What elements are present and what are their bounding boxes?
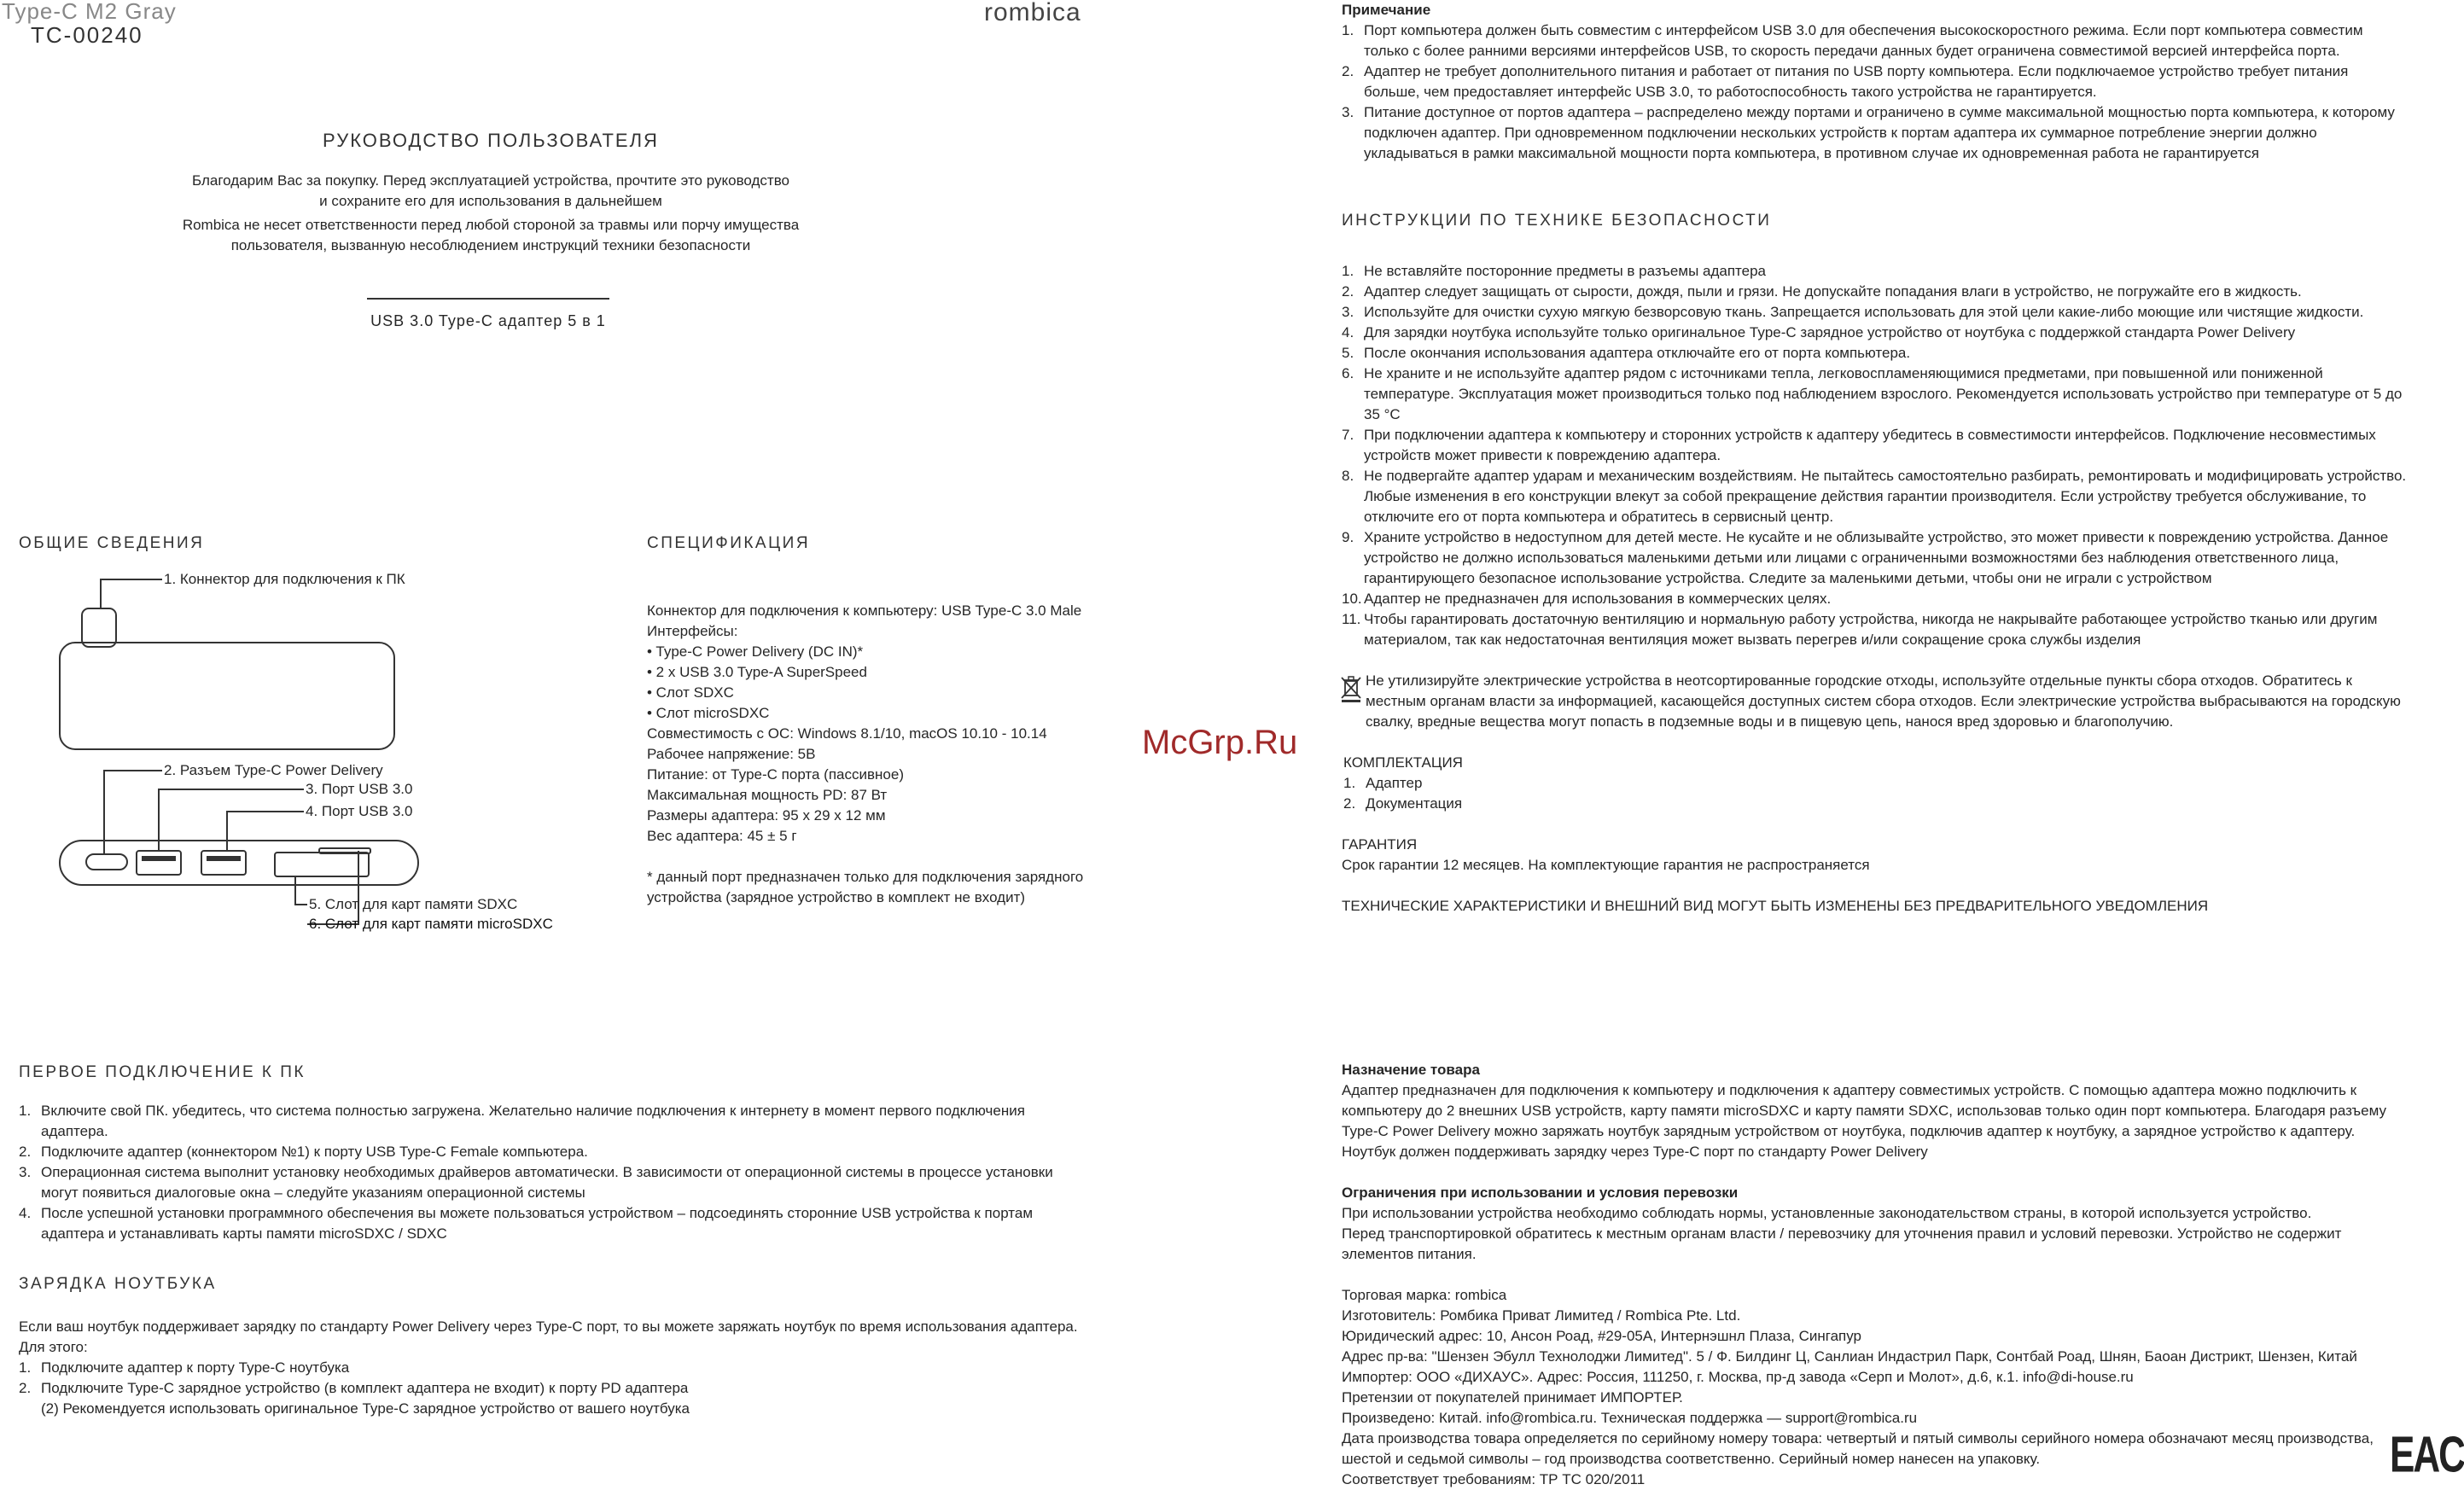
legal-line: Претензии от покупателей принимает ИМПОРТЕР.	[1342, 1389, 1683, 1406]
note-list	[1342, 20, 2400, 164]
label-type-c-pd: 2. Разъем Type-C Power Delivery	[164, 762, 383, 778]
list-item: 7. При подключении адаптера к компьютеру и сторонних устройств к адаптеру убедитесь в совместимости интерфейсов. Подключение несовместимых устройств может привести к повреждению адаптера.	[1342, 427, 2376, 463]
watermark: McGrp.Ru	[1142, 724, 1298, 761]
legal-line: Изготовитель: Ромбика Приват Лимитед / Rombica Pte. Ltd.	[1342, 1307, 1741, 1324]
disposal-text: Не утилизируйте электрические устройства в неотсортированные городские отходы, используйте отдельные пункты сбора отходов. Обратитесь к местным органам власти за информацией, касающейся доступных систем сбора отходов. Если электрические устройства выбрасываются на городскую свалку, вредные вещества могут попасть в подземные воды и в пищевую цепь, нанося вред здоровью и благополучию.	[1366, 672, 2401, 730]
spec-line: • Слот SDXC	[647, 684, 734, 701]
spec-list	[647, 601, 1081, 847]
legal-line: Юридический адрес: 10, Ансон Роад, #29-05А, Интернэшнл Плаза, Сингапур	[1342, 1328, 1862, 1344]
list-item: 1. Подключите адаптер к порту Type-C ноутбука	[19, 1359, 350, 1376]
spec-footnote-2: устройства (зарядное устройство в комплект не входит)	[647, 889, 1026, 905]
spec-line: Коннектор для подключения к компьютеру: USB Type-C 3.0 Male	[647, 602, 1082, 619]
manual-title: РУКОВОДСТВО ПОЛЬЗОВАТЕЛЯ	[323, 130, 659, 151]
restrictions-line: При использовании устройства необходимо соблюдать нормы, установленные законодательством страны, в которой используется устройство.	[1342, 1205, 2312, 1221]
model-code: TC-00240	[31, 22, 143, 48]
list-item: 2. Подключите адаптер (коннектором №1) к порту USB Type-C Female компьютера.	[19, 1144, 588, 1160]
model-name: Type-C M2 Gray	[2, 0, 177, 24]
kit-list	[1343, 773, 1685, 814]
purpose-line: компьютеру до 2 внешних USB устройств, карту памяти microSDXC и карту памяти SDXC, использовав только один порт компьютера. Благодаря разъему	[1342, 1103, 2387, 1119]
spec-heading: СПЕЦИФИКАЦИЯ	[647, 534, 811, 552]
charging-for-this: Для этого:	[19, 1339, 88, 1355]
legal-line: Произведено: Китай. info@rombica.ru. Техническая поддержка — support@rombica.ru	[1342, 1410, 1918, 1426]
disclaimer-line-2: пользователя, вызванную несоблюдением инструкций техники безопасности	[230, 237, 751, 253]
intro-line-1: Благодарим Вас за покупку. Перед эксплуатацией устройства, прочтите это руководство	[192, 172, 789, 189]
restrictions-line: Перед транспортировкой обратитесь к местным органам власти / перевозчику для уточнения правил и условий перевозки. Устройство не содержит	[1342, 1225, 2342, 1242]
legal-line: Импортер: ООО «ДИХАУС». Адрес: Россия, 111250, г. Москва, пр-д завода «Серп и Молот», д.6, к.1. info@di-house.ru	[1342, 1369, 2134, 1385]
product-name: USB 3.0 Type-C адаптер 5 в 1	[370, 312, 606, 329]
purpose-heading: Назначение товара	[1342, 1062, 1480, 1078]
charging-intro: Если ваш ноутбук поддерживает зарядку по стандарту Power Delivery через Type-C порт, то вы можете заряжать ноутбук по время использования адаптера.	[19, 1318, 1078, 1335]
list-item: 10. Адаптер не предназначен для использования в коммерческих целях.	[1342, 591, 1832, 607]
spec-footnote-1: * данный порт предназначен только для подключения зарядного	[647, 869, 1084, 885]
intro-line-2: и сохраните его для использования в дальнейшем	[319, 193, 662, 209]
kit-heading: КОМПЛЕКТАЦИЯ	[1343, 754, 1463, 771]
legal-line: Соответствует требованиям: ТР ТС 020/2011	[1342, 1471, 1646, 1487]
adapter-diagram	[0, 559, 649, 943]
list-item: 4. После успешной установки программного обеспечения вы можете пользоваться устройством – подсоединять сторонние USB устройства к портам адаптера и устанавливать карты памяти microSDXC / SDXC	[19, 1205, 1034, 1242]
list-item: 6. Не храните и не используйте адаптер рядом с источниками тепла, легковоспламеняющимися предметами, при повышенной или пониженной температуре. Эксплуатация может производиться только под наблюдением взрослого. Рекомендуется использовать устройство при температуре от 5 до 35 °С	[1342, 365, 2403, 422]
spec-line: Размеры адаптера: 95 х 29 х 12 мм	[647, 807, 886, 824]
list-item: 9. Храните устройство в недоступном для детей месте. Не кусайте и не облизывайте устройство, это может привести к повреждению устройства. Данное устройство не должно использоваться маленькими детьми или лицами с ограниченными возможностями без наблюдения ответственного лица, гарантирующего безопасное использование устройства. Следите за маленькими детьми, чтобы они не играли с устройством	[1342, 529, 2389, 586]
purpose-line: Ноутбук должен поддерживать зарядку через Type-C порт по стандарту Power Delivery	[1342, 1144, 1928, 1160]
legal-line: шестой и седьмой символы – год производства соответственно. Серийный номер нанесен на упаковку.	[1342, 1451, 2041, 1467]
first-connect-list	[19, 1101, 1086, 1244]
spec-line: Максимальная мощность PD: 87 Вт	[647, 787, 888, 803]
list-item: 1. Порт компьютера должен быть совместим с интерфейсом USB 3.0 для обеспечения высокоскоростного режима. Если порт компьютера совместим только с более ранними версиями интерфейсов USB, то скорость передачи данных будет ограничена совместимой версией интерфейса порта.	[1342, 22, 2363, 59]
warranty-heading: ГАРАНТИЯ	[1342, 836, 1418, 853]
spec-line: Питание: от Type-C порта (пассивное)	[647, 766, 904, 783]
list-item: 2. Документация	[1343, 795, 1463, 812]
list-item: 3. Питание доступное от портов адаптера – распределено между портами и ограничено в сумме максимальной мощностью порта компьютера, к которому подключен адаптер. При одновременном подключении нескольких устройств к портам адаптера их суммарное потребление энергии должно укладываться в рамки максимальной мощности порта компьютера, в противном случае их одновременная работа не гарантируется	[1342, 104, 2395, 161]
warranty-text: Срок гарантии 12 месяцев. На комплектующие гарантия не распространяется	[1342, 857, 1870, 873]
eac-mark: EAC	[2390, 1427, 2464, 1484]
spec-line: Рабочее напряжение: 5В	[647, 746, 816, 762]
spec-line: • 2 х USB 3.0 Type-A SuperSpeed	[647, 664, 867, 680]
label-sdxc-slot: 5. Слот для карт памяти SDXC	[309, 896, 518, 912]
label-microsdxc-slot: 6. Слот для карт памяти microSDXC	[309, 916, 553, 932]
list-item: 3. Операционная система выполнит установку необходимых драйверов автоматически. В зависимости от операционной системы в процессе установки могут появиться диалоговые окна – следуйте указаниям операционной системы	[19, 1164, 1053, 1201]
list-item: 1. Не вставляйте посторонние предметы в разъемы адаптера	[1342, 263, 1767, 279]
legal-line: Дата производства товара определяется по серийному номеру товара: четвертый и пятый символы серийного номера обозначают месяц производства,	[1342, 1430, 2374, 1446]
charging-heading: ЗАРЯДКА НОУТБУКА	[19, 1275, 217, 1293]
charging-list	[19, 1358, 702, 1419]
legal-line: Адрес пр-ва: "Шензен Эбулл Технолоджи Лимитед". 5 / Ф. Билдинг Ц, Санлиан Индастрил Парк, Сонтбай Роад, Шнян, Баоан Дистрикт, Шензен, Китай	[1342, 1348, 2357, 1365]
general-heading: ОБЩИЕ СВЕДЕНИЯ	[19, 534, 205, 552]
spec-line: • Слот microSDXC	[647, 705, 770, 721]
legal-line: Торговая марка: rombica	[1342, 1287, 1507, 1303]
label-usb-port-4: 4. Порт USB 3.0	[306, 803, 413, 819]
safety-heading: ИНСТРУКЦИИ ПО ТЕХНИКЕ БЕЗОПАСНОСТИ	[1342, 212, 1772, 230]
restrictions-line: элементов питания.	[1342, 1246, 1477, 1262]
change-notice: ТЕХНИЧЕСКИЕ ХАРАКТЕРИСТИКИ И ВНЕШНИЙ ВИД МОГУТ БЫТЬ ИЗМЕНЕНЫ БЕЗ ПРЕДВАРИТЕЛЬНОГО УВЕДОМЛЕНИЯ	[1342, 898, 2209, 914]
list-item: 2. Адаптер следует защищать от сырости, дождя, пыли и грязи. Не допускайте попадания влаги в устройство, не погружайте его в жидкость.	[1342, 283, 2302, 300]
list-item: 2. Адаптер не требует дополнительного питания и работает от питания по USB порту компьютера. Если подключаемое устройство требует питания больше, чем предоставляет интерфейс USB 3.0, то работоспособность такого устройства не гарантируется.	[1342, 63, 2349, 100]
label-connector: 1. Коннектор для подключения к ПК	[164, 571, 405, 587]
spec-line: Интерфейсы:	[647, 623, 738, 639]
list-item: 1. Адаптер	[1343, 775, 1423, 791]
note-heading: Примечание	[1342, 2, 1431, 18]
list-item: 8. Не подвергайте адаптер ударам и механическим воздействиям. Не пытайтесь самостоятельно разбирать, ремонтировать и модифицировать устройство. Любые изменения в его конструкции влекут за собой прекращение действия гарантии производителя. Если устройству требуется обслуживание, то отключите его от порта компьютера и обратитесь в сервисный центр.	[1342, 468, 2407, 525]
safety-list	[1342, 261, 2409, 650]
list-item: 5. После окончания использования адаптера отключайте его от порта компьютера.	[1342, 345, 1911, 361]
list-item: 11. Чтобы гарантировать достаточную вентиляцию и нормальную работу устройства, никогда не накрывайте работающее устройство тканью или другим материалом, так как недостаточная вентиляция может вызвать перегрев и/или сокращение срока службы изделия	[1342, 611, 2378, 648]
spec-line: Совместимость с ОС: Windows 8.1/10, macOS 10.10 - 10.14	[647, 725, 1047, 742]
list-item: 1. Включите свой ПК. убедитесь, что система полностью загружена. Желательно наличие подключения к интернету в момент первого подключения адаптера.	[19, 1103, 1025, 1139]
label-usb-port-3: 3. Порт USB 3.0	[306, 781, 413, 797]
title-divider	[367, 298, 609, 300]
first-connect-heading: ПЕРВОЕ ПОДКЛЮЧЕНИЕ К ПК	[19, 1063, 306, 1081]
spec-line: • Type-C Power Delivery (DC IN)*	[647, 643, 864, 660]
purpose-line: Адаптер предназначен для подключения к компьютеру и подключения к адаптеру совместимых устройств. С помощью адаптера можно подключить к	[1342, 1082, 2357, 1098]
list-item: 4. Для зарядки ноутбука используйте только оригинальное Type-C зарядное устройство от ноутбука с поддержкой стандарта Power Delivery	[1342, 324, 2296, 340]
restrictions-heading: Ограничения при использовании и условия перевозки	[1342, 1184, 1739, 1201]
brand-logo: rombica	[984, 0, 1081, 26]
spec-line: Вес адаптера: 45 ± 5 г	[647, 828, 797, 844]
list-item: 2. Подключите Type-C зарядное устройство (в комплект адаптера не входит) к порту PD адаптера (2) Рекомендуется использовать оригинальное Type-C зарядное устройство от вашего ноутбука	[19, 1380, 690, 1417]
disclaimer-line-1: Rombica не несет ответственности перед любой стороной за травмы или порчу имущества	[182, 217, 800, 233]
crossed-bin-icon	[1338, 674, 1364, 703]
purpose-line: Type-C Power Delivery можно заряжать ноутбук зарядным устройством от ноутбука, подключив адаптер к ноутбуку, а зарядное устройство к адаптеру.	[1342, 1123, 2356, 1139]
list-item: 3. Используйте для очистки сухую мягкую безворсовую ткань. Запрещается использовать для этой цели какие-либо моющие или чистящие жидкости.	[1342, 304, 2364, 320]
